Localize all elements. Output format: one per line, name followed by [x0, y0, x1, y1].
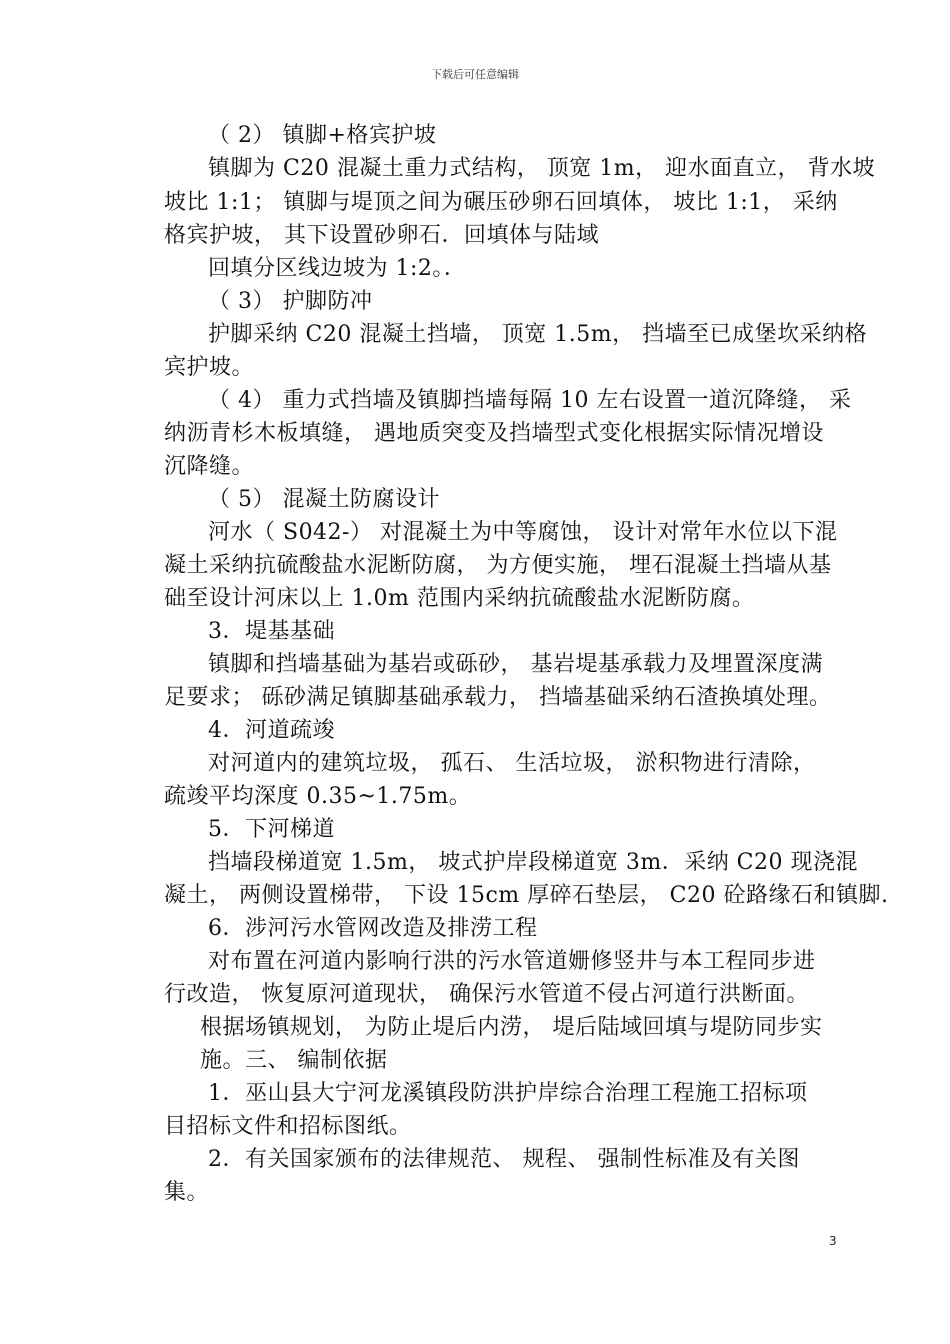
page-number: 3	[829, 1234, 837, 1248]
text-line: 回填分区线边坡为 1:2。．	[208, 256, 467, 281]
text-line: 础至设计河床以上 1.0m 范围内采纳抗硫酸盐水泥断防腐。	[164, 586, 755, 611]
text-line: （ 5） 混凝土防腐设计	[208, 487, 440, 512]
text-line: 护脚采纳 C20 混凝土挡墙， 顶宽 1.5m， 挡墙至已成堡坎采纳格	[208, 322, 868, 347]
text-line: 施。三、 编制依据	[200, 1048, 388, 1073]
text-line: 镇脚和挡墙基础为基岩或砾砂， 基岩堤基承载力及埋置深度满	[208, 652, 823, 677]
text-line: 根据场镇规划， 为防止堤后内涝， 堤后陆域回填与堤防同步实	[200, 1015, 823, 1040]
text-line: 凝土采纳抗硫酸盐水泥断防腐， 为方便实施， 埋石混凝土挡墙从基	[164, 553, 832, 578]
text-line: 行改造， 恢复原河道现状， 确保污水管道不侵占河道行洪断面。	[164, 982, 809, 1007]
text-line: 坡比 1:1； 镇脚与堤顶之间为碾压砂卵石回填体， 坡比 1:1， 采纳	[164, 190, 838, 215]
text-line: 对河道内的建筑垃圾， 孤石、 生活垃圾， 淤积物进行清除，	[208, 751, 816, 776]
text-line: （ 3） 护脚防冲	[208, 289, 373, 314]
text-line: 格宾护坡， 其下设置砂卵石．回填体与陆域	[164, 223, 599, 248]
text-line: 5．下河梯道	[208, 817, 335, 842]
text-line: 疏竣平均深度 0.35~1.75m。	[164, 784, 472, 809]
text-line: 4．河道疏竣	[208, 718, 335, 743]
text-line: 目招标文件和招标图纸。	[164, 1114, 412, 1139]
text-line: 对布置在河道内影响行洪的污水管道姗修竖井与本工程同步进	[208, 949, 816, 974]
text-line: 3．堤基基础	[208, 619, 335, 644]
text-line: （ 2） 镇脚+格宾护坡	[208, 123, 437, 148]
text-line: 凝土， 两侧设置梯带， 下设 15cm 厚碎石垫层， C20 砼路缘石和镇脚.	[164, 883, 889, 908]
text-line: 宾护坡。	[164, 355, 255, 380]
text-line: 沉降缝。	[164, 454, 255, 479]
text-line: 镇脚为 C20 混凝土重力式结构， 顶宽 1m， 迎水面直立， 背水坡	[208, 156, 876, 181]
text-line: 集。	[164, 1180, 210, 1205]
text-line: （ 4） 重力式挡墙及镇脚挡墙每隔 10 左右设置一道沉降缝， 采	[208, 388, 852, 413]
text-line: 1．巫山县大宁河龙溪镇段防洪护岸综合治理工程施工招标项	[208, 1081, 808, 1106]
text-line: 河水（ S042-） 对混凝土为中等腐蚀， 设计对常年水位以下混	[208, 520, 838, 545]
text-line: 6．涉河污水管网改造及排涝工程	[208, 916, 538, 941]
text-line: 挡墙段梯道宽 1.5m， 坡式护岸段梯道宽 3m．采纳 C20 现浇混	[208, 850, 859, 875]
text-line: 纳沥青杉木板填缝， 遇地质突变及挡墙型式变化根据实际情况增设	[164, 421, 824, 446]
page-header: 下载后可任意编辑	[431, 68, 519, 81]
text-line: 足要求； 砾砂满足镇脚基础承载力， 挡墙基础采纳石渣换填处理。	[164, 685, 832, 710]
text-line: 2．有关国家颁布的法律规范、 规程、 强制性标准及有关图	[208, 1147, 800, 1172]
